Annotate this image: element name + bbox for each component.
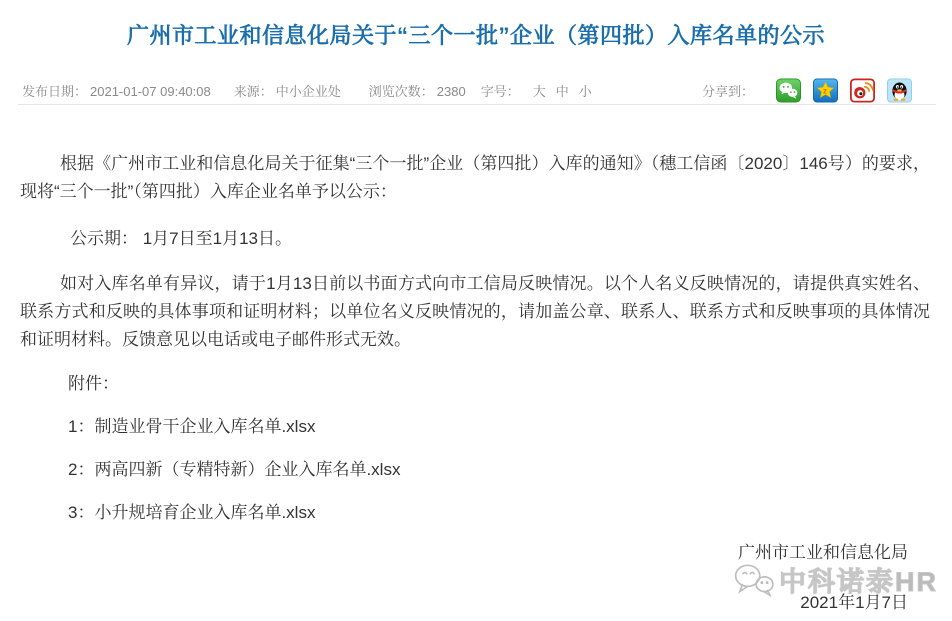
footer bbox=[0, 541, 952, 615]
attachment-item bbox=[20, 456, 930, 484]
paragraph-basis: 根据《广州市工业和信息化局关于征集“三个一批”企业（第四批）入库的通知》（穗工信函〔2020〕146号）的要求，现将“三个一批”（第四批）入库企业名单予以公示： bbox=[20, 154, 930, 201]
share-bar bbox=[702, 77, 912, 104]
share-label: 分享到： bbox=[701, 83, 754, 99]
svg-text:z: z bbox=[823, 85, 828, 95]
article-body bbox=[0, 150, 952, 527]
attachment-link-3[interactable]: 3：小升规培育企业入库名单.xlsx bbox=[68, 503, 316, 522]
publish-date-label: 发布日期： bbox=[22, 83, 88, 99]
view-count bbox=[369, 81, 466, 100]
attachment-item bbox=[20, 499, 930, 527]
attachment-link-1[interactable]: 1：制造业骨干企业入库名单.xlsx bbox=[68, 417, 316, 436]
qq-share-button[interactable] bbox=[887, 77, 912, 104]
font-size-label: 字号： bbox=[480, 83, 520, 99]
font-size-medium-button[interactable]: 中 bbox=[555, 83, 569, 99]
paragraph-objection: 如对入库名单有异议，请于1月13日前以书面方式向市工信局反映情况。以个人名义反映情况的，请提供真实姓名、联系方式和反映的具体事项和证明材料；以单位名义反映情况的，请加盖公章、联系人、联系方式和反映事项的具体情况和证明材料。反馈意见以电话或电子邮件形式无效。 bbox=[20, 274, 930, 349]
publish-date-value: 2021-01-07 09:40:08 bbox=[90, 83, 211, 99]
qzone-share-button[interactable] bbox=[813, 77, 838, 104]
issue-date: 2021年1月7日 bbox=[800, 593, 908, 612]
paragraph-public-period: 公示期： 1月7日至1月13日。 bbox=[70, 229, 292, 248]
attachment-link-2[interactable]: 2：两高四新（专精特新）企业入库名单.xlsx bbox=[68, 460, 401, 479]
font-size-small-button[interactable]: 小 bbox=[578, 83, 592, 99]
page-title: 广州市工业和信息化局关于“三个一批”企业（第四批）入库名单的公示 bbox=[126, 23, 825, 48]
qzone-icon bbox=[813, 77, 838, 104]
wechat-icon bbox=[776, 77, 801, 104]
divider bbox=[18, 104, 936, 105]
weibo-share-button[interactable] bbox=[850, 77, 875, 104]
issuing-authority: 广州市工业和信息化局 bbox=[738, 543, 908, 562]
meta-bar bbox=[0, 76, 952, 104]
watermark-text: 中科诺泰HR bbox=[779, 567, 938, 597]
view-count-value: 2380 bbox=[436, 83, 466, 99]
attachment-item bbox=[20, 413, 930, 441]
source-label: 来源： bbox=[233, 83, 273, 99]
font-size-control bbox=[481, 81, 592, 100]
source-value: 中小企业处 bbox=[275, 83, 341, 99]
source bbox=[234, 81, 341, 100]
qq-icon bbox=[887, 77, 912, 104]
font-size-large-button[interactable]: 大 bbox=[532, 83, 546, 99]
wechat-share-button[interactable] bbox=[776, 77, 801, 104]
publish-date bbox=[22, 81, 211, 100]
attachments-label: 附件： bbox=[68, 374, 119, 393]
view-count-label: 浏览次数： bbox=[368, 83, 434, 99]
weibo-icon bbox=[850, 77, 875, 104]
